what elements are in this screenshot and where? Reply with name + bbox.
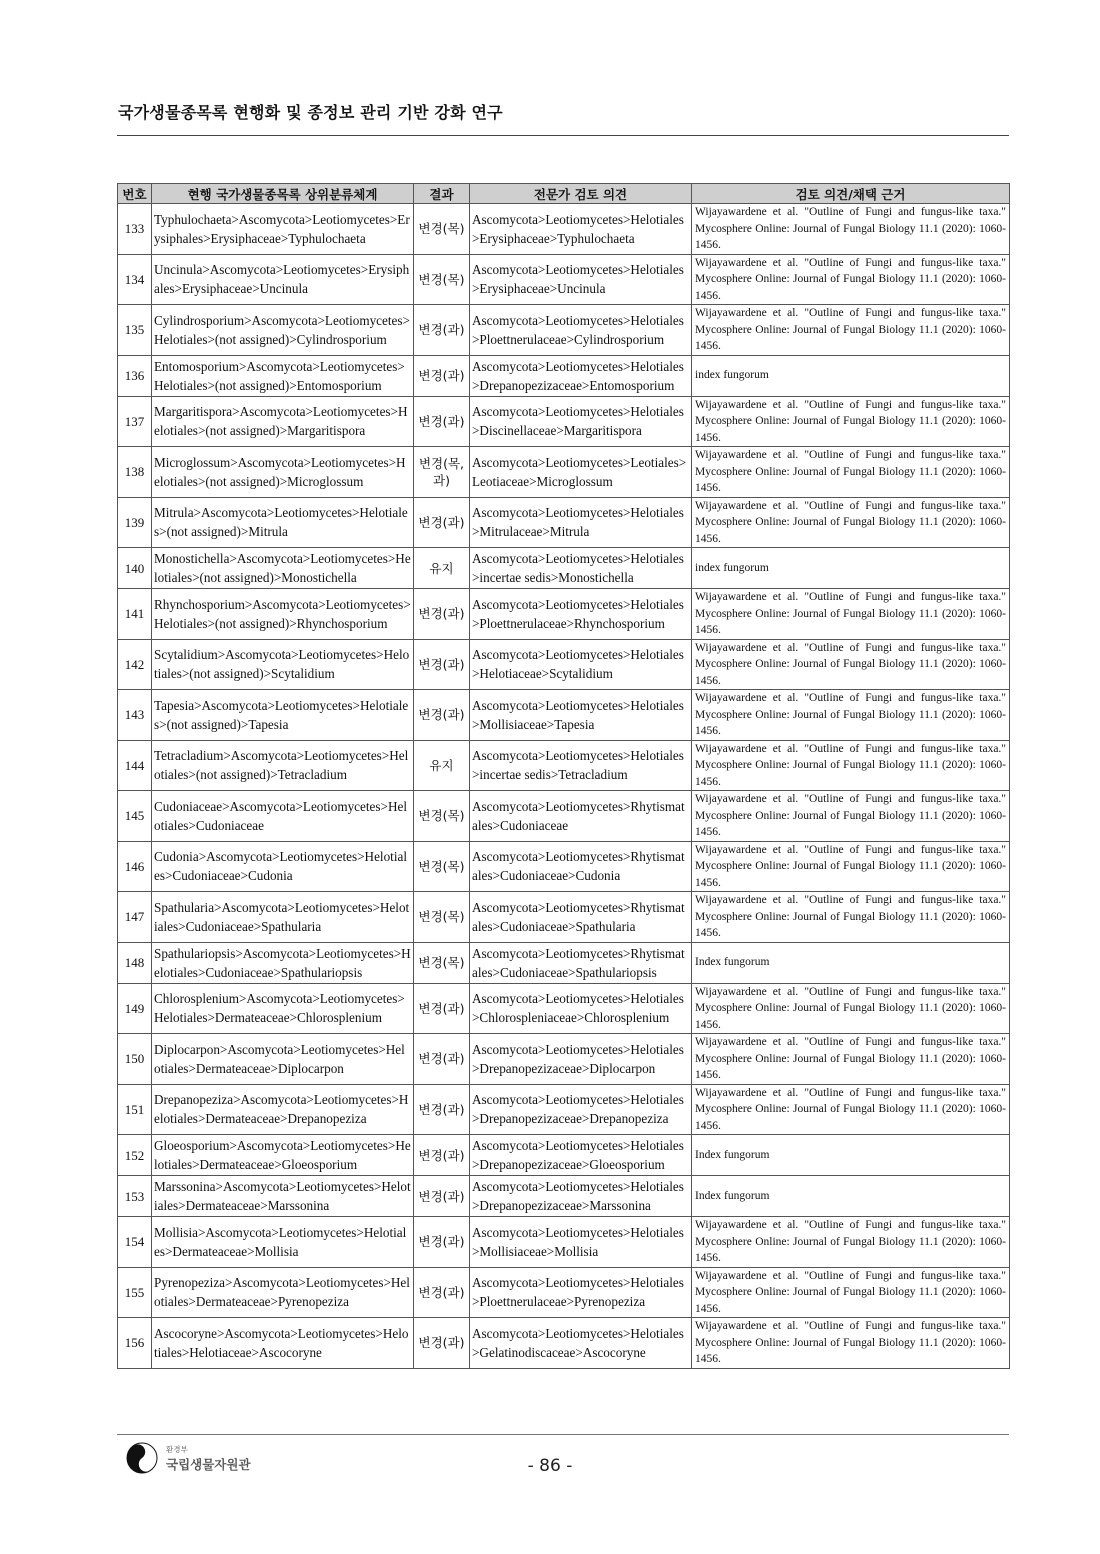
- current-classification: Mollisia>Ascomycota>Leotiomycetes>Helotiales>Dermateaceae>Mollisia: [152, 1217, 414, 1268]
- current-classification: Ascocoryne>Ascomycota>Leotiomycetes>Helotiales>Helotiaceae>Ascocoryne: [152, 1318, 414, 1369]
- review-result: 변경(과): [414, 1267, 470, 1318]
- review-result: 변경(목, 과): [414, 447, 470, 498]
- expert-opinion: Ascomycota>Leotiomycetes>Leotiales>Leotiaceae>Microglossum: [470, 447, 692, 498]
- current-classification: Gloeosporium>Ascomycota>Leotiomycetes>Helotiales>Dermateaceae>Gloeosporium: [152, 1135, 414, 1176]
- current-classification: Cudoniaceae>Ascomycota>Leotiomycetes>Helotiales>Cudoniaceae: [152, 791, 414, 842]
- review-result: 변경(목): [414, 791, 470, 842]
- review-table: [117, 183, 1010, 1369]
- current-classification: Tapesia>Ascomycota>Leotiomycetes>Helotiales>(not assigned)>Tapesia: [152, 690, 414, 741]
- table-row: [118, 204, 1010, 255]
- expert-opinion: Ascomycota>Leotiomycetes>Helotiales>incertae sedis>Monostichella: [470, 548, 692, 589]
- review-result: 변경(목): [414, 892, 470, 943]
- expert-opinion: Ascomycota>Leotiomycetes>Helotiales>Mollisiaceae>Tapesia: [470, 690, 692, 741]
- expert-opinion: Ascomycota>Leotiomycetes>Helotiales>Chlorospleniaceae>Chlorosplenium: [470, 983, 692, 1034]
- current-classification: Chlorosplenium>Ascomycota>Leotiomycetes>Helotiales>Dermateaceae>Chlorosplenium: [152, 983, 414, 1034]
- expert-opinion: Ascomycota>Leotiomycetes>Rhytismatales>Cudoniaceae>Cudonia: [470, 841, 692, 892]
- row-number: 133: [118, 204, 152, 255]
- expert-opinion: Ascomycota>Leotiomycetes>Helotiales>Ploettnerulaceae>Rhynchosporium: [470, 589, 692, 640]
- adoption-basis: Wijayawardene et al. "Outline of Fungi and fungus-like taxa." Mycosphere Online: Journal of Fungal Biology 11.1 (2020): 1060-1456.: [692, 791, 1010, 842]
- table-row: [118, 841, 1010, 892]
- footer-divider: [117, 1434, 1009, 1435]
- adoption-basis: index fungorum: [692, 355, 1010, 396]
- current-classification: Drepanopeziza>Ascomycota>Leotiomycetes>Helotiales>Dermateaceae>Drepanopeziza: [152, 1084, 414, 1135]
- table-row: [118, 447, 1010, 498]
- current-classification: Tetracladium>Ascomycota>Leotiomycetes>Helotiales>(not assigned)>Tetracladium: [152, 740, 414, 791]
- row-number: 140: [118, 548, 152, 589]
- expert-opinion: Ascomycota>Leotiomycetes>Helotiales>Gelatinodiscaceae>Ascocoryne: [470, 1318, 692, 1369]
- expert-opinion: Ascomycota>Leotiomycetes>Rhytismatales>Cudoniaceae>Spathularia: [470, 892, 692, 943]
- adoption-basis: Index fungorum: [692, 942, 1010, 983]
- row-number: 148: [118, 942, 152, 983]
- column-header-expert-opinion: 전문가 검토 의견: [470, 184, 692, 204]
- adoption-basis: Wijayawardene et al. "Outline of Fungi and fungus-like taxa." Mycosphere Online: Journal of Fungal Biology 11.1 (2020): 1060-1456.: [692, 983, 1010, 1034]
- current-classification: Pyrenopeziza>Ascomycota>Leotiomycetes>Helotiales>Dermateaceae>Pyrenopeziza: [152, 1267, 414, 1318]
- table-row: [118, 1267, 1010, 1318]
- table-row: [118, 497, 1010, 548]
- review-result: 변경(목): [414, 942, 470, 983]
- row-number: 136: [118, 355, 152, 396]
- current-classification: Scytalidium>Ascomycota>Leotiomycetes>Helotiales>(not assigned)>Scytalidium: [152, 639, 414, 690]
- row-number: 155: [118, 1267, 152, 1318]
- adoption-basis: Wijayawardene et al. "Outline of Fungi and fungus-like taxa." Mycosphere Online: Journal of Fungal Biology 11.1 (2020): 1060-1456.: [692, 589, 1010, 640]
- table-header-row: [118, 184, 1010, 204]
- table-row: [118, 983, 1010, 1034]
- current-classification: Typhulochaeta>Ascomycota>Leotiomycetes>Erysiphales>Erysiphaceae>Typhulochaeta: [152, 204, 414, 255]
- review-result: 변경(과): [414, 1034, 470, 1085]
- review-result: 변경(과): [414, 1135, 470, 1176]
- table-row: [118, 1217, 1010, 1268]
- logo-ministry-text: 환경부: [166, 1445, 188, 1454]
- review-result: 변경(과): [414, 1318, 470, 1369]
- header-divider: [117, 135, 1009, 136]
- row-number: 135: [118, 305, 152, 356]
- table-row: [118, 548, 1010, 589]
- adoption-basis: Wijayawardene et al. "Outline of Fungi and fungus-like taxa." Mycosphere Online: Journal of Fungal Biology 11.1 (2020): 1060-1456.: [692, 892, 1010, 943]
- expert-opinion: Ascomycota>Leotiomycetes>Rhytismatales>Cudoniaceae>Spathulariopsis: [470, 942, 692, 983]
- expert-opinion: Ascomycota>Leotiomycetes>Helotiales>Erysiphaceae>Typhulochaeta: [470, 204, 692, 255]
- table-row: [118, 690, 1010, 741]
- column-header-basis: 검토 의견/채택 근거: [692, 184, 1010, 204]
- page-number: - 86 -: [527, 1456, 573, 1476]
- row-number: 151: [118, 1084, 152, 1135]
- expert-opinion: Ascomycota>Leotiomycetes>Helotiales>Mitrulaceae>Mitrula: [470, 497, 692, 548]
- row-number: 143: [118, 690, 152, 741]
- table-row: [118, 740, 1010, 791]
- institution-logo: [126, 1442, 286, 1476]
- row-number: 144: [118, 740, 152, 791]
- current-classification: Diplocarpon>Ascomycota>Leotiomycetes>Helotiales>Dermateaceae>Diplocarpon: [152, 1034, 414, 1085]
- review-result: 변경(과): [414, 639, 470, 690]
- expert-opinion: Ascomycota>Leotiomycetes>Helotiales>Mollisiaceae>Mollisia: [470, 1217, 692, 1268]
- expert-opinion: Ascomycota>Leotiomycetes>Helotiales>Drepanopezizaceae>Diplocarpon: [470, 1034, 692, 1085]
- review-result: 변경(목): [414, 204, 470, 255]
- taegeuk-emblem-icon: [126, 1442, 158, 1474]
- current-classification: Spathularia>Ascomycota>Leotiomycetes>Helotiales>Cudoniaceae>Spathularia: [152, 892, 414, 943]
- current-classification: Uncinula>Ascomycota>Leotiomycetes>Erysiphales>Erysiphaceae>Uncinula: [152, 254, 414, 305]
- adoption-basis: Wijayawardene et al. "Outline of Fungi and fungus-like taxa." Mycosphere Online: Journal of Fungal Biology 11.1 (2020): 1060-1456.: [692, 841, 1010, 892]
- review-result: 변경(과): [414, 690, 470, 741]
- table-row: [118, 1318, 1010, 1369]
- row-number: 152: [118, 1135, 152, 1176]
- adoption-basis: Index fungorum: [692, 1135, 1010, 1176]
- adoption-basis: Wijayawardene et al. "Outline of Fungi and fungus-like taxa." Mycosphere Online: Journal of Fungal Biology 11.1 (2020): 1060-1456.: [692, 447, 1010, 498]
- adoption-basis: Wijayawardene et al. "Outline of Fungi and fungus-like taxa." Mycosphere Online: Journal of Fungal Biology 11.1 (2020): 1060-1456.: [692, 639, 1010, 690]
- adoption-basis: Wijayawardene et al. "Outline of Fungi and fungus-like taxa." Mycosphere Online: Journal of Fungal Biology 11.1 (2020): 1060-1456.: [692, 1084, 1010, 1135]
- current-classification: Cudonia>Ascomycota>Leotiomycetes>Helotiales>Cudoniaceae>Cudonia: [152, 841, 414, 892]
- logo-institution-name: 국립생물자원관: [166, 1457, 251, 1472]
- current-classification: Rhynchosporium>Ascomycota>Leotiomycetes>Helotiales>(not assigned)>Rhynchosporium: [152, 589, 414, 640]
- table-row: [118, 396, 1010, 447]
- adoption-basis: Wijayawardene et al. "Outline of Fungi and fungus-like taxa." Mycosphere Online: Journal of Fungal Biology 11.1 (2020): 1060-1456.: [692, 254, 1010, 305]
- review-result: 변경(과): [414, 497, 470, 548]
- row-number: 139: [118, 497, 152, 548]
- column-header-number: 번호: [118, 184, 152, 204]
- row-number: 147: [118, 892, 152, 943]
- current-classification: Marssonina>Ascomycota>Leotiomycetes>Helotiales>Dermateaceae>Marssonina: [152, 1176, 414, 1217]
- review-result: 변경(과): [414, 1084, 470, 1135]
- table-body: [118, 204, 1010, 1369]
- table-row: [118, 355, 1010, 396]
- row-number: 150: [118, 1034, 152, 1085]
- table-row: [118, 791, 1010, 842]
- adoption-basis: Wijayawardene et al. "Outline of Fungi and fungus-like taxa." Mycosphere Online: Journal of Fungal Biology 11.1 (2020): 1060-1456.: [692, 740, 1010, 791]
- review-result: 변경(목): [414, 841, 470, 892]
- adoption-basis: Wijayawardene et al. "Outline of Fungi and fungus-like taxa." Mycosphere Online: Journal of Fungal Biology 11.1 (2020): 1060-1456.: [692, 1217, 1010, 1268]
- table-row: [118, 1135, 1010, 1176]
- expert-opinion: Ascomycota>Leotiomycetes>Helotiales>Ploettnerulaceae>Pyrenopeziza: [470, 1267, 692, 1318]
- expert-opinion: Ascomycota>Leotiomycetes>Helotiales>incertae sedis>Tetracladium: [470, 740, 692, 791]
- table-row: [118, 305, 1010, 356]
- review-result: 변경(과): [414, 589, 470, 640]
- row-number: 137: [118, 396, 152, 447]
- review-result: 변경(과): [414, 355, 470, 396]
- row-number: 134: [118, 254, 152, 305]
- adoption-basis: index fungorum: [692, 548, 1010, 589]
- table-row: [118, 892, 1010, 943]
- review-result: 변경(과): [414, 1217, 470, 1268]
- row-number: 138: [118, 447, 152, 498]
- expert-opinion: Ascomycota>Leotiomycetes>Helotiales>Ploettnerulaceae>Cylindrosporium: [470, 305, 692, 356]
- expert-opinion: Ascomycota>Leotiomycetes>Helotiales>Discinellaceae>Margaritispora: [470, 396, 692, 447]
- row-number: 156: [118, 1318, 152, 1369]
- column-header-result: 결과: [414, 184, 470, 204]
- adoption-basis: Wijayawardene et al. "Outline of Fungi and fungus-like taxa." Mycosphere Online: Journal of Fungal Biology 11.1 (2020): 1060-1456.: [692, 204, 1010, 255]
- expert-opinion: Ascomycota>Leotiomycetes>Helotiales>Drepanopezizaceae>Entomosporium: [470, 355, 692, 396]
- row-number: 153: [118, 1176, 152, 1217]
- adoption-basis: Wijayawardene et al. "Outline of Fungi and fungus-like taxa." Mycosphere Online: Journal of Fungal Biology 11.1 (2020): 1060-1456.: [692, 1034, 1010, 1085]
- adoption-basis: Wijayawardene et al. "Outline of Fungi and fungus-like taxa." Mycosphere Online: Journal of Fungal Biology 11.1 (2020): 1060-1456.: [692, 497, 1010, 548]
- current-classification: Spathulariopsis>Ascomycota>Leotiomycetes>Helotiales>Cudoniaceae>Spathulariopsis: [152, 942, 414, 983]
- table-row: [118, 1084, 1010, 1135]
- expert-opinion: Ascomycota>Leotiomycetes>Helotiales>Drepanopezizaceae>Gloeosporium: [470, 1135, 692, 1176]
- review-result: 변경(과): [414, 396, 470, 447]
- review-result: 유지: [414, 548, 470, 589]
- expert-opinion: Ascomycota>Leotiomycetes>Helotiales>Drepanopezizaceae>Marssonina: [470, 1176, 692, 1217]
- adoption-basis: Wijayawardene et al. "Outline of Fungi and fungus-like taxa." Mycosphere Online: Journal of Fungal Biology 11.1 (2020): 1060-1456.: [692, 1267, 1010, 1318]
- column-header-current-classification: 현행 국가생물종목록 상위분류체계: [152, 184, 414, 204]
- adoption-basis: Wijayawardene et al. "Outline of Fungi and fungus-like taxa." Mycosphere Online: Journal of Fungal Biology 11.1 (2020): 1060-1456.: [692, 305, 1010, 356]
- row-number: 141: [118, 589, 152, 640]
- review-result: 변경(과): [414, 305, 470, 356]
- table-row: [118, 589, 1010, 640]
- row-number: 146: [118, 841, 152, 892]
- page-title: 국가생물종목록 현행화 및 종정보 관리 기반 강화 연구: [118, 103, 503, 122]
- table-row: [118, 942, 1010, 983]
- row-number: 149: [118, 983, 152, 1034]
- expert-opinion: Ascomycota>Leotiomycetes>Helotiales>Helotiaceae>Scytalidium: [470, 639, 692, 690]
- current-classification: Cylindrosporium>Ascomycota>Leotiomycetes>Helotiales>(not assigned)>Cylindrosporium: [152, 305, 414, 356]
- current-classification: Entomosporium>Ascomycota>Leotiomycetes>Helotiales>(not assigned)>Entomosporium: [152, 355, 414, 396]
- current-classification: Microglossum>Ascomycota>Leotiomycetes>Helotiales>(not assigned)>Microglossum: [152, 447, 414, 498]
- table-row: [118, 1176, 1010, 1217]
- expert-opinion: Ascomycota>Leotiomycetes>Rhytismatales>Cudoniaceae: [470, 791, 692, 842]
- adoption-basis: Wijayawardene et al. "Outline of Fungi and fungus-like taxa." Mycosphere Online: Journal of Fungal Biology 11.1 (2020): 1060-1456.: [692, 396, 1010, 447]
- table-row: [118, 1034, 1010, 1085]
- table-row: [118, 639, 1010, 690]
- adoption-basis: Wijayawardene et al. "Outline of Fungi and fungus-like taxa." Mycosphere Online: Journal of Fungal Biology 11.1 (2020): 1060-1456.: [692, 1318, 1010, 1369]
- adoption-basis: Index fungorum: [692, 1176, 1010, 1217]
- review-result: 변경(목): [414, 254, 470, 305]
- current-classification: Margaritispora>Ascomycota>Leotiomycetes>Helotiales>(not assigned)>Margaritispora: [152, 396, 414, 447]
- table-row: [118, 254, 1010, 305]
- row-number: 154: [118, 1217, 152, 1268]
- review-result: 변경(과): [414, 983, 470, 1034]
- row-number: 145: [118, 791, 152, 842]
- current-classification: Mitrula>Ascomycota>Leotiomycetes>Helotiales>(not assigned)>Mitrula: [152, 497, 414, 548]
- expert-opinion: Ascomycota>Leotiomycetes>Helotiales>Erysiphaceae>Uncinula: [470, 254, 692, 305]
- row-number: 142: [118, 639, 152, 690]
- review-result: 변경(과): [414, 1176, 470, 1217]
- adoption-basis: Wijayawardene et al. "Outline of Fungi and fungus-like taxa." Mycosphere Online: Journal of Fungal Biology 11.1 (2020): 1060-1456.: [692, 690, 1010, 741]
- review-result: 유지: [414, 740, 470, 791]
- expert-opinion: Ascomycota>Leotiomycetes>Helotiales>Drepanopezizaceae>Drepanopeziza: [470, 1084, 692, 1135]
- current-classification: Monostichella>Ascomycota>Leotiomycetes>Helotiales>(not assigned)>Monostichella: [152, 548, 414, 589]
